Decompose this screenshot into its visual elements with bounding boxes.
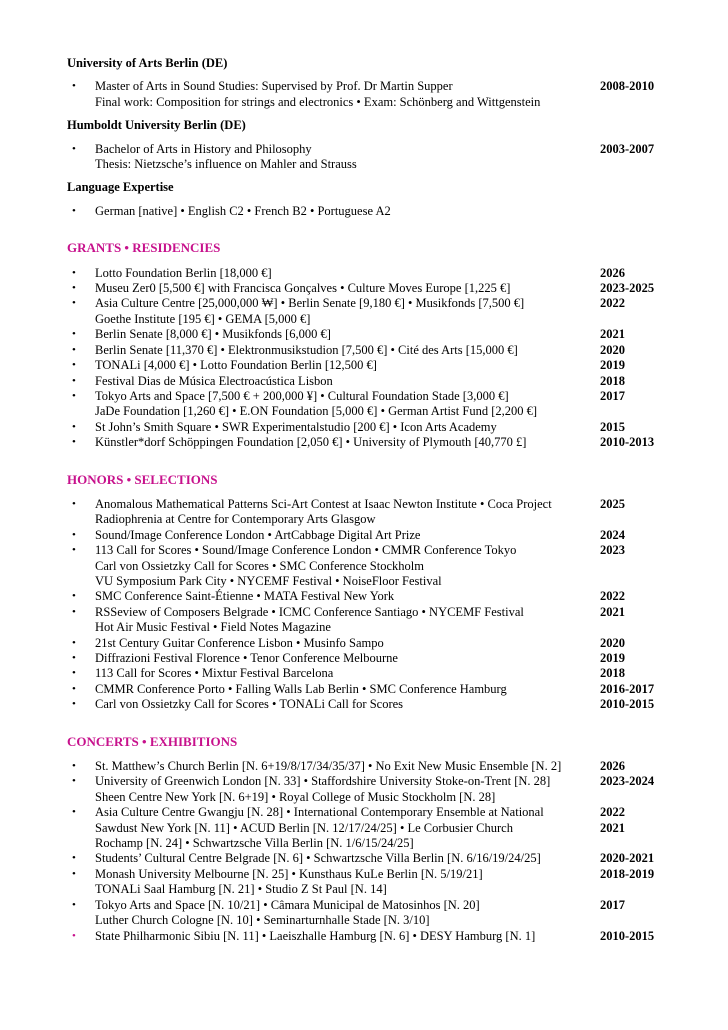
bullet-icon: •	[72, 528, 76, 541]
entry-date: 2003-2007	[600, 141, 655, 156]
bullet-icon: •	[72, 374, 76, 387]
entry-lines	[95, 389, 666, 420]
entry-text: Monash University Melbourne [N. 25] • Kunsthaus KuLe Berlin [N. 5/19/21]	[95, 866, 483, 881]
entry-lines	[95, 142, 666, 173]
entry-date	[600, 882, 666, 897]
cv-entry	[67, 929, 666, 944]
entry-date: 2023-2024	[600, 774, 655, 789]
entry-text: Final work: Composition for strings and electronics • Exam: Schönberg and Wittgenstein	[95, 94, 541, 109]
entry-date: 2020	[600, 342, 625, 357]
cv-entry	[67, 589, 666, 604]
cv-entry	[67, 682, 666, 697]
entry-text: VU Symposium Park City • NYCEMF Festival • NoiseFloor Festival	[95, 573, 442, 588]
entry-text: TONALi [4,000 €] • Lotto Foundation Berlin [12,500 €]	[95, 358, 377, 373]
entry-line	[95, 574, 666, 589]
entry-date: 2022	[600, 589, 625, 604]
bullet-icon: •	[72, 806, 76, 819]
bullet-icon: •	[72, 80, 76, 93]
cv-entry	[67, 651, 666, 666]
entry-line	[95, 790, 666, 805]
entry-date: 2026	[600, 759, 625, 774]
entry-text: Tokyo Arts and Space [N. 10/21] • Câmara Municipal de Matosinhos [N. 20]	[95, 897, 480, 912]
entry-text: German [native] • English C2 • French B2 • Portuguese A2	[95, 203, 391, 218]
entry-lines	[95, 266, 666, 281]
bullet-icon: •	[72, 760, 76, 773]
entry-line	[95, 543, 666, 558]
entry-lines	[95, 281, 666, 296]
bullet-icon: •	[72, 636, 76, 649]
cv-entry	[67, 142, 666, 173]
entry-date	[600, 913, 666, 928]
entry-date	[600, 204, 666, 219]
entry-date	[600, 574, 666, 589]
entry-lines	[95, 296, 666, 327]
entry-date	[600, 157, 666, 172]
bullet-icon: •	[72, 898, 76, 911]
entry-date	[600, 836, 666, 851]
entry-text: Berlin Senate [11,370 €] • Elektronmusikstudion [7,500 €] • Cité des Arts [15,000 €]	[95, 342, 518, 357]
entry-date: 2022	[600, 296, 625, 311]
entry-line	[95, 435, 666, 450]
entry-date: 2020	[600, 635, 625, 650]
bullet-icon: •	[72, 682, 76, 695]
entry-line	[95, 528, 666, 543]
cv-entry	[67, 774, 666, 805]
entry-text: University of Greenwich London [N. 33] • Staffordshire University Stoke-on-Trent [N. 28]	[95, 774, 551, 789]
entry-line	[95, 605, 666, 620]
entry-date: 2023-2025	[600, 281, 655, 296]
cv-entry	[67, 867, 666, 898]
cv-entry	[67, 543, 666, 589]
entry-lines	[95, 497, 666, 528]
entry-date: 2016-2017	[600, 681, 655, 696]
entry-line	[95, 281, 666, 296]
entry-date: 2021	[600, 820, 625, 835]
entry-text: Bachelor of Arts in History and Philosophy	[95, 141, 312, 156]
entry-line	[95, 851, 666, 866]
entry-date: 2017	[600, 897, 625, 912]
entry-lines	[95, 651, 666, 666]
entry-text: TONALi Saal Hamburg [N. 21] • Studio Z St Paul [N. 14]	[95, 882, 387, 897]
entry-line	[95, 697, 666, 712]
bullet-icon: •	[72, 436, 76, 449]
entry-lines	[95, 343, 666, 358]
entry-line	[95, 389, 666, 404]
entry-line	[95, 142, 666, 157]
entry-lines	[95, 682, 666, 697]
cv-entry	[67, 497, 666, 528]
entry-date: 2017	[600, 388, 625, 403]
entry-lines	[95, 605, 666, 636]
entry-text: Rochamp [N. 24] • Schwartzsche Villa Berlin [N. 1/6/15/24/25]	[95, 836, 414, 851]
entry-date	[600, 312, 666, 327]
bullet-icon: •	[72, 698, 76, 711]
bullet-icon: •	[72, 266, 76, 279]
entry-line	[95, 867, 666, 882]
entry-date: 2018	[600, 373, 625, 388]
cv-entry	[67, 358, 666, 373]
bullet-icon: •	[72, 667, 76, 680]
bullet-icon: •	[72, 142, 76, 155]
entry-line	[95, 666, 666, 681]
entry-line	[95, 898, 666, 913]
cv-entry	[67, 343, 666, 358]
entry-text: Lotto Foundation Berlin [18,000 €]	[95, 265, 272, 280]
bullet-icon: •	[72, 544, 76, 557]
cv-entry	[67, 327, 666, 342]
entry-line	[95, 312, 666, 327]
entry-text: CMMR Conference Porto • Falling Walls Lab Berlin • SMC Conference Hamburg	[95, 681, 507, 696]
entry-line	[95, 882, 666, 897]
section-heading: GRANTS • RESIDENCIES	[67, 240, 221, 256]
entry-line	[95, 589, 666, 604]
bullet-icon: •	[72, 605, 76, 618]
entry-lines	[95, 543, 666, 589]
entry-line	[95, 620, 666, 635]
entry-text: Sheen Centre New York [N. 6+19] • Royal College of Music Stockholm [N. 28]	[95, 789, 496, 804]
entry-date	[600, 95, 666, 110]
entry-lines	[95, 636, 666, 651]
entry-date: 2008-2010	[600, 79, 655, 94]
entry-date	[600, 404, 666, 419]
entry-date	[600, 559, 666, 574]
entry-text: Goethe Institute [195 €] • GEMA [5,000 €]	[95, 311, 311, 326]
entry-line	[95, 821, 666, 836]
entry-line	[95, 95, 666, 110]
cv-entry	[67, 266, 666, 281]
bullet-icon: •	[72, 852, 76, 865]
entry-text: Master of Arts in Sound Studies: Supervised by Prof. Dr Martin Supper	[95, 79, 453, 94]
entry-text: JaDe Foundation [1,260 €] • E.ON Foundation [5,000 €] • German Artist Fund [2,200 €]	[95, 404, 538, 419]
entry-line	[95, 512, 666, 527]
entry-text: Sound/Image Conference London • ArtCabbage Digital Art Prize	[95, 527, 421, 542]
entry-lines	[95, 898, 666, 929]
bullet-icon: •	[72, 297, 76, 310]
entry-line	[95, 682, 666, 697]
entry-date: 2021	[600, 604, 625, 619]
entry-text: Students’ Cultural Centre Belgrade [N. 6] • Schwartzsche Villa Berlin [N. 6/16/19/24/25]	[95, 851, 541, 866]
entry-date: 2020-2021	[600, 851, 655, 866]
cv-content	[67, 56, 666, 944]
entry-lines	[95, 666, 666, 681]
entry-date: 2022	[600, 805, 625, 820]
entry-subheading: University of Arts Berlin (DE)	[67, 56, 228, 70]
entry-date: 2018-2019	[600, 866, 655, 881]
bullet-icon: •	[72, 652, 76, 664]
bullet-icon: •	[72, 343, 76, 356]
entry-text: Carl von Ossietzky Call for Scores • SMC Conference Stockholm	[95, 558, 424, 573]
bullet-icon: •	[72, 389, 76, 402]
entry-lines	[95, 528, 666, 543]
cv-entry	[67, 281, 666, 296]
entry-date: 2023	[600, 543, 625, 558]
entry-line	[95, 651, 666, 666]
entry-text: Asia Culture Centre Gwangju [N. 28] • International Contemporary Ensemble at National	[95, 805, 544, 820]
entry-lines	[95, 774, 666, 805]
bullet-icon: •	[72, 775, 76, 788]
entry-text: 21st Century Guitar Conference Lisbon • Musinfo Sampo	[95, 635, 384, 650]
entry-lines	[95, 79, 666, 110]
entry-text: Luther Church Cologne [N. 10] • Seminarturnhalle Stade [N. 3/10]	[95, 913, 430, 928]
cv-entry	[67, 389, 666, 420]
entry-lines	[95, 204, 666, 219]
entry-line	[95, 343, 666, 358]
entry-date: 2010-2015	[600, 697, 655, 712]
entry-line	[95, 836, 666, 851]
entry-line	[95, 913, 666, 928]
cv-entry	[67, 851, 666, 866]
cv-entry	[67, 435, 666, 450]
entry-lines	[95, 435, 666, 450]
entry-lines	[95, 805, 666, 851]
entry-line	[95, 79, 666, 94]
entry-lines	[95, 867, 666, 898]
entry-text: Sawdust New York [N. 11] • ACUD Berlin [N. 12/17/24/25] • Le Corbusier Church	[95, 820, 513, 835]
entry-lines	[95, 851, 666, 866]
entry-date: 2019	[600, 651, 625, 665]
entry-date: 2010-2015	[600, 928, 655, 943]
cv-entry	[67, 204, 666, 219]
entry-lines	[95, 759, 666, 774]
entry-date: 2019	[600, 358, 625, 373]
entry-line	[95, 774, 666, 789]
bullet-icon: •	[72, 590, 76, 603]
cv-entry	[67, 805, 666, 851]
entry-text: RSSeview of Composers Belgrade • ICMC Conference Santiago • NYCEMF Festival	[95, 604, 524, 619]
entry-text: Thesis: Nietzsche’s influence on Mahler and Strauss	[95, 157, 357, 172]
cv-entry	[67, 898, 666, 929]
cv-entry	[67, 79, 666, 110]
entry-text: Museu Zer0 [5,500 €] with Francisca Gonçalves • Culture Moves Europe [1,225 €]	[95, 281, 511, 296]
cv-entry	[67, 697, 666, 712]
section-heading: HONORS • SELECTIONS	[67, 471, 218, 487]
bullet-icon: •	[72, 929, 76, 942]
entry-text: Künstler*dorf Schöppingen Foundation [2,050 €] • University of Plymouth [40,770 £]	[95, 435, 527, 450]
cv-entry	[67, 605, 666, 636]
entry-text: State Philharmonic Sibiu [N. 11] • Laeiszhalle Hamburg [N. 6] • DESY Hamburg [N. 1]	[95, 928, 536, 943]
entry-lines	[95, 929, 666, 944]
entry-text: SMC Conference Saint-Étienne • MATA Festival New York	[95, 589, 395, 604]
entry-lines	[95, 327, 666, 342]
entry-date: 2015	[600, 419, 625, 434]
entry-text: Radiophrenia at Centre for Contemporary Arts Glasgow	[95, 512, 376, 527]
entry-text: St John’s Smith Square • SWR Experimentalstudio [200 €] • Icon Arts Academy	[95, 419, 497, 434]
entry-date: 2021	[600, 327, 625, 342]
cv-entry	[67, 528, 666, 543]
entry-line	[95, 327, 666, 342]
entry-text: Festival Dias de Música Electroacústica Lisbon	[95, 373, 333, 388]
entry-line	[95, 759, 666, 774]
entry-line	[95, 157, 666, 172]
bullet-icon: •	[72, 328, 76, 341]
entry-subheading: Language Expertise	[67, 180, 174, 195]
entry-text: Diffrazioni Festival Florence • Tenor Conference Melbourne	[95, 651, 398, 665]
entry-text: Berlin Senate [8,000 €] • Musikfonds [6,000 €]	[95, 327, 331, 342]
entry-text: 113 Call for Scores • Mixtur Festival Barcelona	[95, 666, 334, 681]
entry-date: 2024	[600, 527, 625, 542]
entry-lines	[95, 697, 666, 712]
entry-line	[95, 636, 666, 651]
section-heading: CONCERTS • EXHIBITIONS	[67, 733, 238, 749]
entry-text: 113 Call for Scores • Sound/Image Conference London • CMMR Conference Tokyo	[95, 543, 517, 558]
entry-line	[95, 374, 666, 389]
entry-lines	[95, 420, 666, 435]
cv-entry	[67, 374, 666, 389]
entry-lines	[95, 374, 666, 389]
bullet-icon: •	[72, 204, 76, 217]
entry-text: Anomalous Mathematical Patterns Sci-Art Contest at Isaac Newton Institute • Coca Project	[95, 496, 552, 511]
bullet-icon: •	[72, 282, 76, 295]
cv-entry	[67, 420, 666, 435]
entry-date: 2018	[600, 666, 625, 681]
cv-entry	[67, 759, 666, 774]
bullet-icon: •	[72, 420, 76, 433]
entry-date: 2026	[600, 265, 625, 280]
entry-line	[95, 266, 666, 281]
entry-text: Carl von Ossietzky Call for Scores • TONALi Call for Scores	[95, 697, 404, 712]
entry-text: Tokyo Arts and Space [7,500 € + 200,000 ¥] • Cultural Foundation Stade [3,000 €]	[95, 388, 509, 403]
entry-date: 2010-2013	[600, 435, 655, 450]
entry-date	[600, 620, 666, 635]
entry-line	[95, 404, 666, 419]
entry-line	[95, 929, 666, 944]
entry-line	[95, 497, 666, 512]
entry-date	[600, 790, 666, 805]
cv-entry	[67, 666, 666, 681]
entry-line	[95, 358, 666, 373]
entry-date: 2025	[600, 496, 625, 511]
cv-entry	[67, 636, 666, 651]
bullet-icon: •	[72, 497, 76, 510]
bullet-icon: •	[72, 867, 76, 880]
entry-line	[95, 296, 666, 311]
entry-line	[95, 204, 666, 219]
entry-line	[95, 805, 666, 820]
entry-text: St. Matthew’s Church Berlin [N. 6+19/8/17/34/35/37] • No Exit New Music Ensemble [N. 2]	[95, 759, 562, 774]
cv-entry	[67, 296, 666, 327]
entry-text: Asia Culture Centre [25,000,000 ₩] • Berlin Senate [9,180 €] • Musikfonds [7,500 €]	[95, 296, 525, 311]
entry-line	[95, 559, 666, 574]
entry-text: Hot Air Music Festival • Field Notes Magazine	[95, 620, 331, 635]
entry-subheading: Humboldt University Berlin (DE)	[67, 118, 246, 133]
entry-lines	[95, 589, 666, 604]
bullet-icon: •	[72, 359, 76, 372]
entry-lines	[95, 358, 666, 373]
entry-date	[600, 512, 666, 527]
entry-line	[95, 420, 666, 435]
